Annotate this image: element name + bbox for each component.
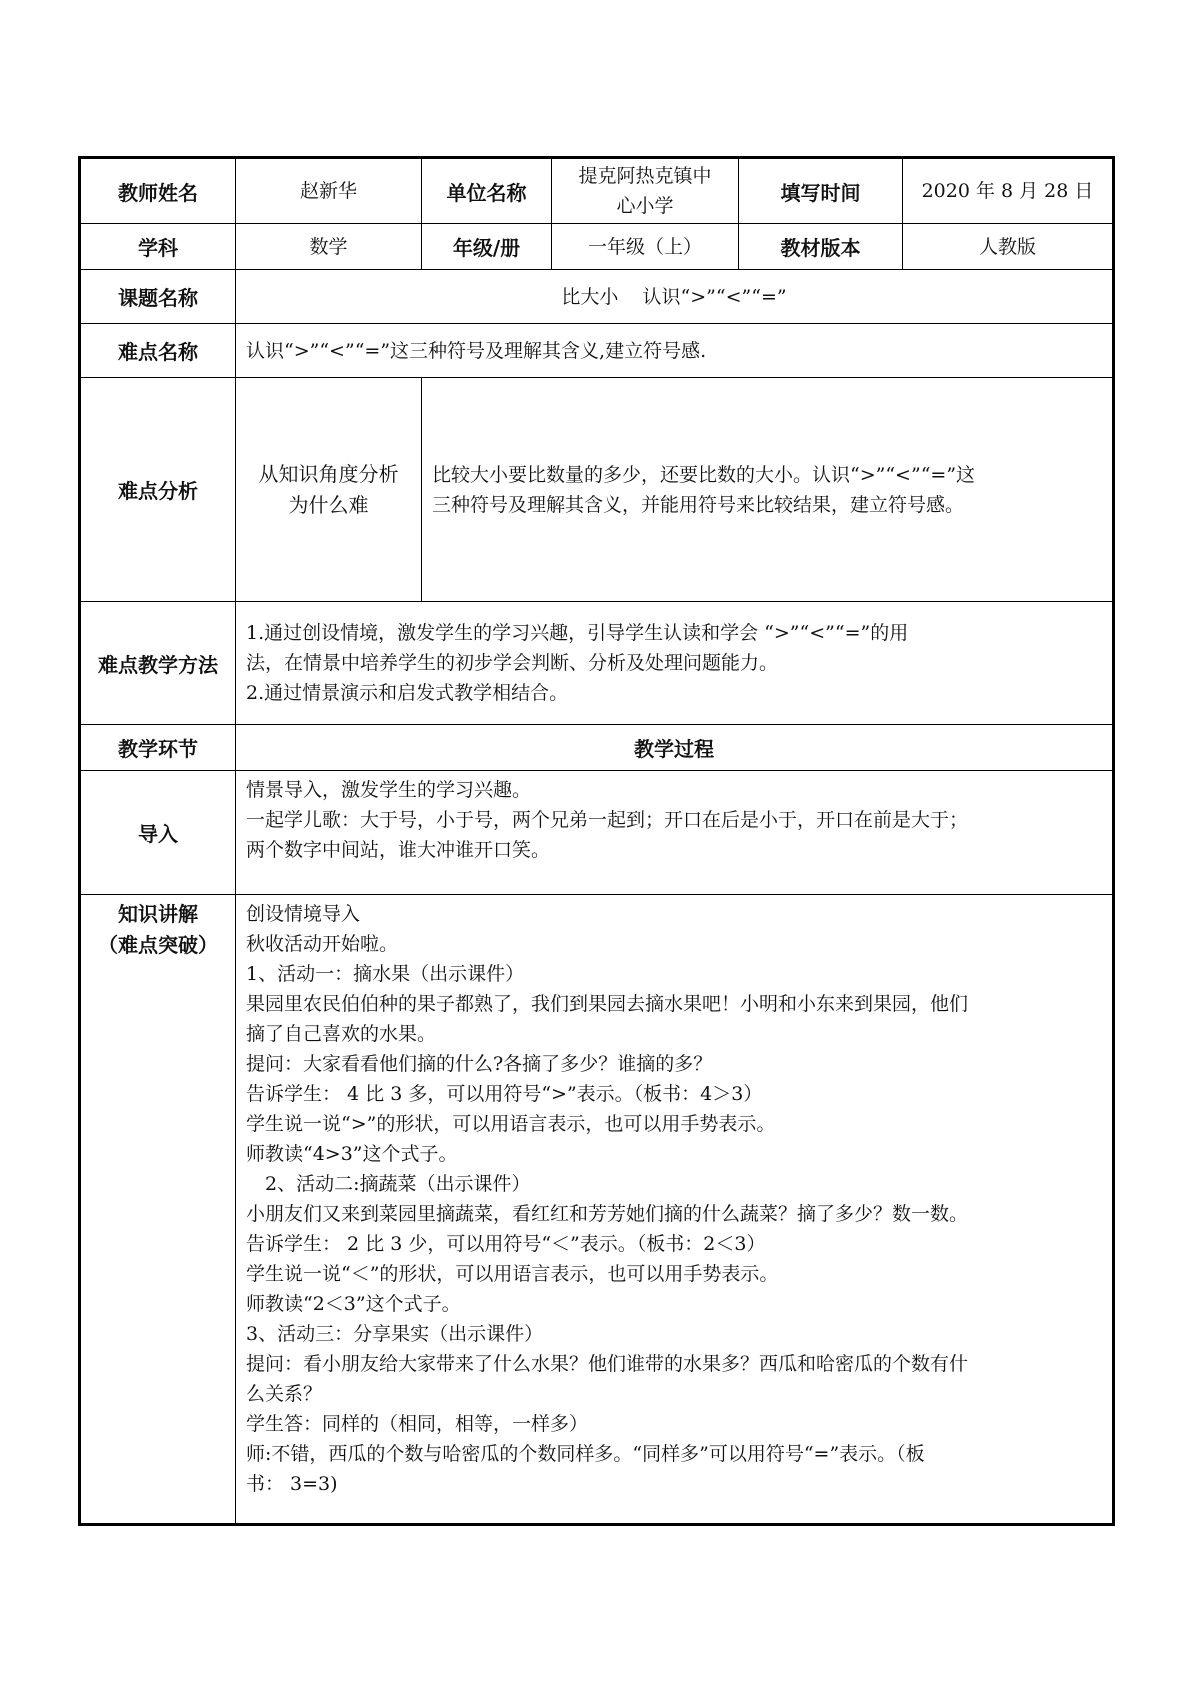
intro-row [80,771,1114,895]
knowledge-line: 学生答：同样的（相同，相等，一样多） [246,1413,589,1435]
unit-name-value [552,158,739,224]
analysis-text [422,378,1114,602]
knowledge-line: 3、活动三：分享果实（出示课件） [246,1323,544,1345]
topic-row [80,270,1114,324]
stage-label: 教学环节 [80,725,236,771]
knowledge-line: 提问：看小朋友给大家带来了什么水果？他们谁带的水果多？西瓜和哈密瓜的个数有什 [246,1353,969,1375]
process-header-row [80,725,1114,771]
knowledge-label-line: 知识讲解 [118,902,198,926]
topic-label: 课题名称 [80,270,236,324]
fill-date-label: 填写时间 [739,158,903,224]
analysis-line: 三种符号及理解其含义，并能用符号来比较结果，建立符号感。 [432,493,965,516]
analysis-sub-label-line: 为什么难 [288,492,369,517]
unit-name-label: 单位名称 [422,158,552,224]
knowledge-label [80,895,236,1525]
knowledge-line: 提问：大家看看他们摘的什么?各摘了多少？谁摘的多？ [246,1053,713,1075]
knowledge-line: 秋收活动开始啦。 [246,933,399,955]
lesson-plan-table [78,156,1115,1526]
process-label: 教学过程 [236,725,1114,771]
intro-label: 导入 [80,771,236,895]
knowledge-row [80,895,1114,1525]
method-line: 1.通过创设情境，激发学生的学习兴趣，引导学生认读和学会 “>”“<”“=”的用 [246,622,909,644]
analysis-sub-label [236,378,422,602]
knowledge-line: 创设情境导入 [246,903,361,925]
method-line: 2.通过情景演示和启发式教学相结合。 [246,682,569,704]
edition-value: 人教版 [903,224,1114,270]
teacher-name-value: 赵新华 [236,158,422,224]
knowledge-line: 小朋友们又来到菜园里摘蔬菜，看红红和芳芳她们摘的什么蔬菜？摘了多少？数一数。 [246,1203,969,1225]
topic-value: 比大小 认识“>”“<”“=” [236,270,1114,324]
subject-value: 数学 [236,224,422,270]
analysis-line: 比较大小要比数量的多少，还要比数的大小。认识“>”“<”“=”这 [432,463,976,486]
intro-text [236,771,1114,895]
knowledge-label-line: （难点突破） [98,933,218,957]
knowledge-line: 果园里农民伯伯种的果子都熟了，我们到果园去摘水果吧！小明和小东来到果园，他们 [246,993,969,1015]
knowledge-line: 么关系？ [246,1383,323,1405]
method-label: 难点教学方法 [80,602,236,725]
method-text [236,602,1114,725]
header-row-2 [80,224,1114,270]
knowledge-line: 2、活动二:摘蔬菜（出示课件） [265,1173,531,1195]
knowledge-line: 学生说一说“＜”的形状，可以用语言表示，也可以用手势表示。 [246,1263,779,1285]
knowledge-line: 师教读“4>3”这个式子。 [246,1143,458,1165]
intro-line: 两个数字中间站，谁大冲谁开口笑。 [246,839,551,861]
knowledge-line: 1、活动一：摘水果（出示课件） [246,963,525,985]
unit-name-line: 提克阿热克镇中 [578,165,712,187]
analysis-sub-label-line: 从知识角度分析 [258,461,399,486]
knowledge-line: 摘了自己喜欢的水果。 [246,1023,437,1045]
header-row-1 [80,158,1114,224]
knowledge-line: 师:不错，西瓜的个数与哈密瓜的个数同样多。“同样多”可以用符号“=”表示。（板 [246,1443,925,1465]
intro-line: 情景导入，激发学生的学习兴趣。 [246,779,532,801]
subject-label: 学科 [80,224,236,270]
fill-date-value: 2020 年 8 月 28 日 [903,158,1114,224]
analysis-label: 难点分析 [80,378,236,602]
intro-line: 一起学儿歌：大于号，小于号，两个兄弟一起到；开口在后是小于，开口在前是大于； [246,809,969,831]
knowledge-line: 书： 3=3) [246,1473,338,1495]
grade-value: 一年级（上） [552,224,739,270]
difficulty-row [80,324,1114,378]
knowledge-line: 告诉学生： 2 比 3 少，可以用符号“＜”表示。（板书：2＜3） [246,1233,766,1255]
analysis-row [80,378,1114,602]
knowledge-text [236,895,1114,1525]
knowledge-line: 师教读“2＜3”这个式子。 [246,1293,461,1315]
unit-name-line: 心小学 [616,195,674,217]
teacher-name-label: 教师姓名 [80,158,236,224]
difficulty-label: 难点名称 [80,324,236,378]
method-line: 法，在情景中培养学生的初步学会判断、分析及处理问题能力。 [246,652,779,674]
grade-label: 年级/册 [422,224,552,270]
edition-label: 教材版本 [739,224,903,270]
difficulty-value: 认识“>”“<”“=”这三种符号及理解其含义,建立符号感. [236,324,1114,378]
knowledge-line: 告诉学生： 4 比 3 多，可以用符号“>”表示。（板书：4＞3） [246,1083,763,1105]
method-row [80,602,1114,725]
knowledge-line: 学生说一说“>”的形状，可以用语言表示，也可以用手势表示。 [246,1113,776,1135]
